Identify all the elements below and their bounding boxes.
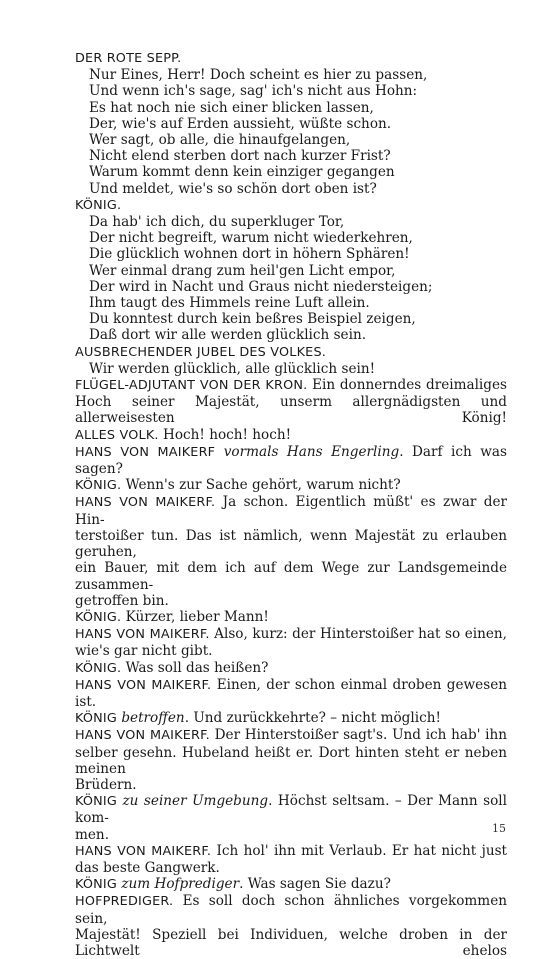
speaker-line — [75, 609, 507, 626]
verse-line — [75, 116, 507, 132]
verse-line — [75, 311, 507, 327]
speaker-line — [75, 876, 507, 893]
speaker-line — [75, 727, 507, 744]
dialogue-text: . Und zurückkehrte? – nicht möglich! — [184, 710, 441, 727]
stage-direction: vormals Hans Engerling — [215, 443, 400, 460]
speaker-name: DER ROTE SEPP. — [75, 51, 182, 66]
dialogue-text: Ein donnerndes dreimaliges — [307, 377, 507, 394]
speaker-name: HOFPREDIGER. — [75, 894, 174, 910]
verse-line — [75, 246, 507, 262]
speaker-name: KÖNIG. — [75, 197, 122, 213]
speaker-name: HANS VON MAIKERF. — [75, 677, 212, 693]
verse-line — [75, 181, 507, 197]
speaker-line — [75, 660, 507, 677]
dialogue-text: . Was sagen Sie dazu? — [239, 876, 391, 893]
dialogue-text: . Darf ich was sagen? — [75, 443, 507, 478]
dialogue-text: Also, kurz: der Hinterstoißer hat so einen, — [209, 626, 507, 643]
speaker-line — [75, 494, 507, 527]
verse-line — [75, 361, 507, 377]
verse-line — [75, 214, 507, 230]
prose-text: terstoißer tun. Das ist nämlich, wenn Majestät zu erlauben geruhen, — [75, 527, 507, 561]
verse-line — [75, 67, 507, 83]
speaker-name: KÖNIG — [75, 877, 118, 893]
verse-text: Nur Eines, Herr! Doch scheint es hier zu passen, — [89, 67, 428, 84]
dialogue-text: Was soll das heißen? — [121, 659, 269, 676]
verse-text: Der nicht begreift, warum nicht wiederkehren, — [89, 230, 413, 247]
prose-line — [75, 593, 507, 609]
dialogue-text: Hoch! hoch! hoch! — [158, 426, 292, 443]
speaker-name: KÖNIG — [75, 711, 118, 727]
speaker-name: KÖNIG — [75, 794, 118, 810]
prose-text: men. — [75, 826, 110, 843]
verse-text: Du konntest durch kein beßres Beispiel zeigen, — [89, 311, 416, 328]
verse-text: Es hat noch nie sich einer blicken lassen, — [89, 99, 374, 116]
speaker-name: HANS VON MAIKERF. — [75, 843, 212, 859]
speaker-line — [75, 477, 507, 494]
stage-direction: zu seiner Umgebung — [117, 793, 269, 810]
prose-text: Brüdern. — [75, 776, 137, 793]
verse-line — [75, 164, 507, 180]
dialogue-text: Wenn's zur Sache gehört, warum nicht? — [121, 477, 401, 494]
prose-text: ein Bauer, mit dem ich auf dem Wege zur Landsgemeinde zusammen- — [75, 560, 507, 593]
dialogue-text: Es soll doch schon ähnliches vorgekommen sein, — [75, 893, 507, 927]
prose-text: getroffen bin. — [75, 592, 169, 609]
stage-direction: zum Hofprediger — [117, 876, 240, 893]
prose-text: Majestät! Speziell bei Individuen, welche droben in der Lichtwelt ehelos — [75, 926, 507, 959]
prose-line — [75, 560, 507, 592]
verse-line — [75, 132, 507, 148]
prose-line — [75, 394, 507, 426]
prose-line — [75, 827, 507, 843]
prose-line — [75, 777, 507, 793]
verse-text: Daß dort wir alle werden glücklich sein. — [89, 327, 367, 344]
speaker-line — [75, 893, 507, 926]
dialogue-text: Einen, der schon einmal droben gewesen ist. — [75, 676, 507, 710]
dialogue-text: Kürzer, lieber Mann! — [121, 608, 269, 625]
speaker-name: KÖNIG. — [75, 478, 122, 494]
verse-line — [75, 100, 507, 116]
dialogue-text: Ich hol' ihn mit Verlaub. Er hat nicht just — [211, 842, 508, 859]
speaker-line — [75, 344, 507, 361]
speaker-name: FLÜGEL-ADJUTANT VON DER KRON. — [75, 378, 308, 394]
prose-text: Hoch seiner Majestät, unserm allergnädigsten und allerweisesten König! — [75, 394, 507, 427]
prose-text: selber gesehn. Hubeland heißt er. Dort hinten steht er neben meinen — [75, 744, 507, 777]
speaker-line — [75, 677, 507, 710]
speaker-name: KÖNIG. — [75, 660, 122, 676]
verse-text: Und wenn ich's sage, sag' ich's nicht aus Hohn: — [89, 83, 418, 100]
verse-line — [75, 263, 507, 279]
speaker-name: KÖNIG. — [75, 609, 122, 625]
speaker-name: HANS VON MAIKERF. — [75, 627, 210, 643]
speaker-line — [75, 843, 507, 860]
speaker-line — [75, 197, 507, 214]
speaker-line — [75, 710, 507, 727]
verse-text: Warum kommt denn kein einziger gegangen — [89, 164, 395, 181]
dialogue-text: Der Hinterstoißer sagt's. Und ich hab' ihn — [209, 727, 508, 744]
dialogue-text: . Höchst seltsam. – Der Mann soll kom- — [75, 793, 507, 827]
speaker-line — [75, 377, 507, 394]
verse-line — [75, 148, 507, 164]
verse-text: Nicht elend sterben dort nach kurzer Frist? — [89, 148, 391, 165]
prose-line — [75, 745, 507, 777]
speaker-line — [75, 444, 507, 477]
verse-text: Die glücklich wohnen dort in höhern Sphären! — [89, 246, 410, 263]
prose-line — [75, 528, 507, 560]
verse-text: Wir werden glücklich, alle glücklich sein! — [89, 360, 376, 377]
speaker-line — [75, 626, 507, 643]
speaker-name: HANS VON MAIKERF — [75, 444, 216, 460]
verse-line — [75, 295, 507, 311]
speaker-line — [75, 793, 507, 826]
prose-text: das beste Gangwerk. — [75, 859, 220, 876]
verse-line — [75, 83, 507, 99]
speaker-line — [75, 427, 507, 444]
prose-text: wie's gar nicht gibt. — [75, 643, 213, 660]
verse-text: Wer einmal drang zum heil'gen Licht empor, — [89, 262, 396, 279]
verse-line — [75, 279, 507, 295]
page-number: 15 — [492, 822, 506, 835]
verse-text: Da hab' ich dich, du superkluger Tor, — [89, 214, 345, 231]
speaker-name: ALLES VOLK. — [75, 427, 159, 443]
prose-line — [75, 927, 507, 959]
verse-text: Und meldet, wie's so schön dort oben ist? — [89, 180, 377, 197]
verse-line — [75, 327, 507, 343]
prose-line — [75, 643, 507, 659]
speaker-name: HANS VON MAIKERF. — [75, 495, 216, 511]
verse-text: Der, wie's auf Erden aussieht, wüßte schon. — [89, 115, 392, 132]
verse-text: Der wird in Nacht und Graus nicht niedersteigen; — [89, 278, 433, 295]
speaker-name: AUSBRECHENDER JUBEL DES VOLKES. — [75, 344, 327, 360]
stage-direction: betroffen — [117, 710, 185, 727]
text-page — [75, 50, 507, 959]
prose-line — [75, 860, 507, 876]
dialogue-text: Ja schon. Eigentlich müßt' es zwar der Hin- — [75, 494, 508, 528]
speaker-name: HANS VON MAIKERF. — [75, 728, 210, 744]
verse-text: Wer sagt, ob alle, die hinaufgelangen, — [89, 132, 351, 149]
verse-text: Ihm taugt des Himmels reine Luft allein. — [89, 295, 370, 312]
speaker-line — [75, 50, 507, 67]
verse-line — [75, 230, 507, 246]
